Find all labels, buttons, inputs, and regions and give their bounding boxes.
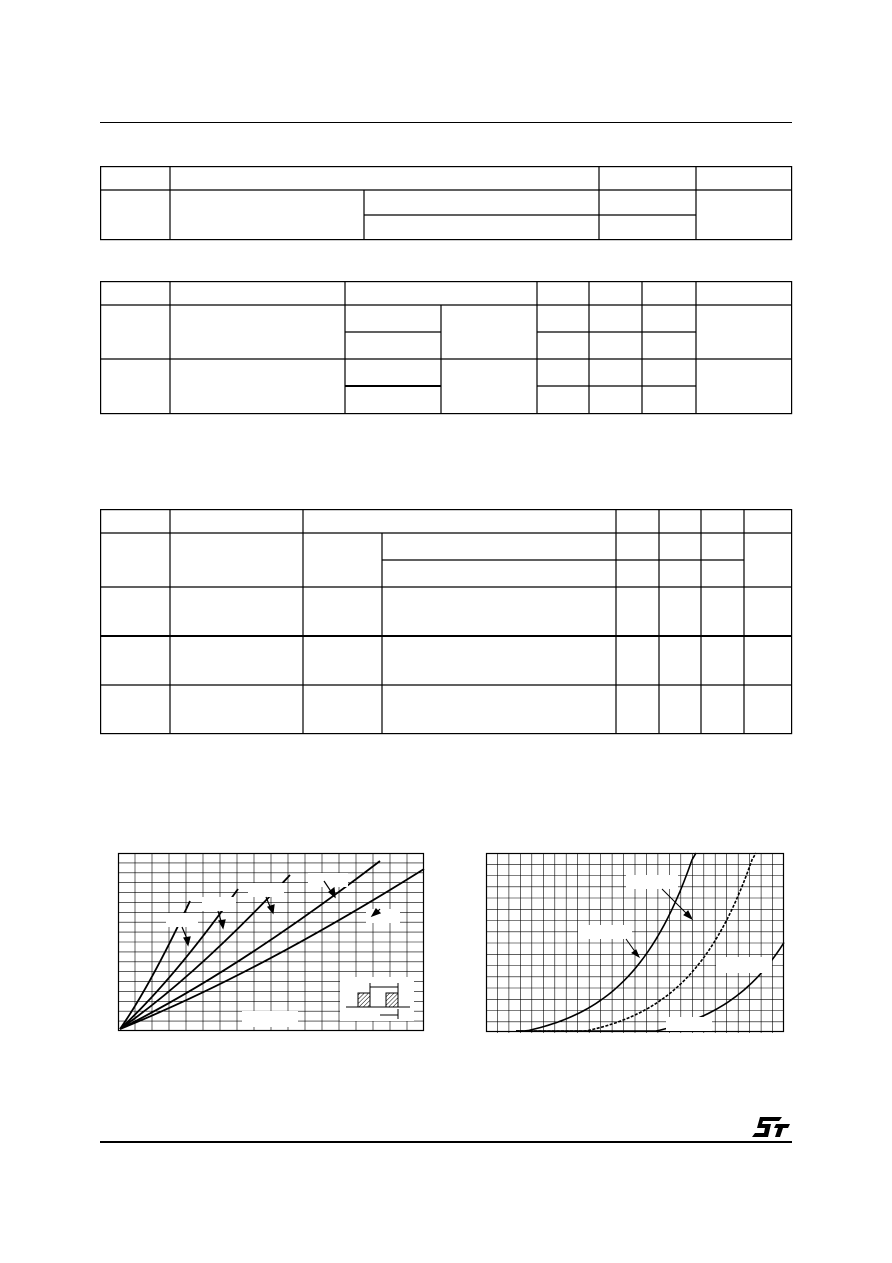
st-logo-icon: [752, 1116, 792, 1138]
table-3: [100, 509, 793, 735]
table-1: [100, 166, 793, 241]
table-2: [100, 281, 793, 415]
header-rule: [100, 122, 792, 123]
chart-right: [486, 853, 784, 1033]
footer-rule: [100, 1141, 792, 1143]
chart-right-series-3: [516, 943, 784, 1032]
chart-left: [118, 853, 424, 1031]
